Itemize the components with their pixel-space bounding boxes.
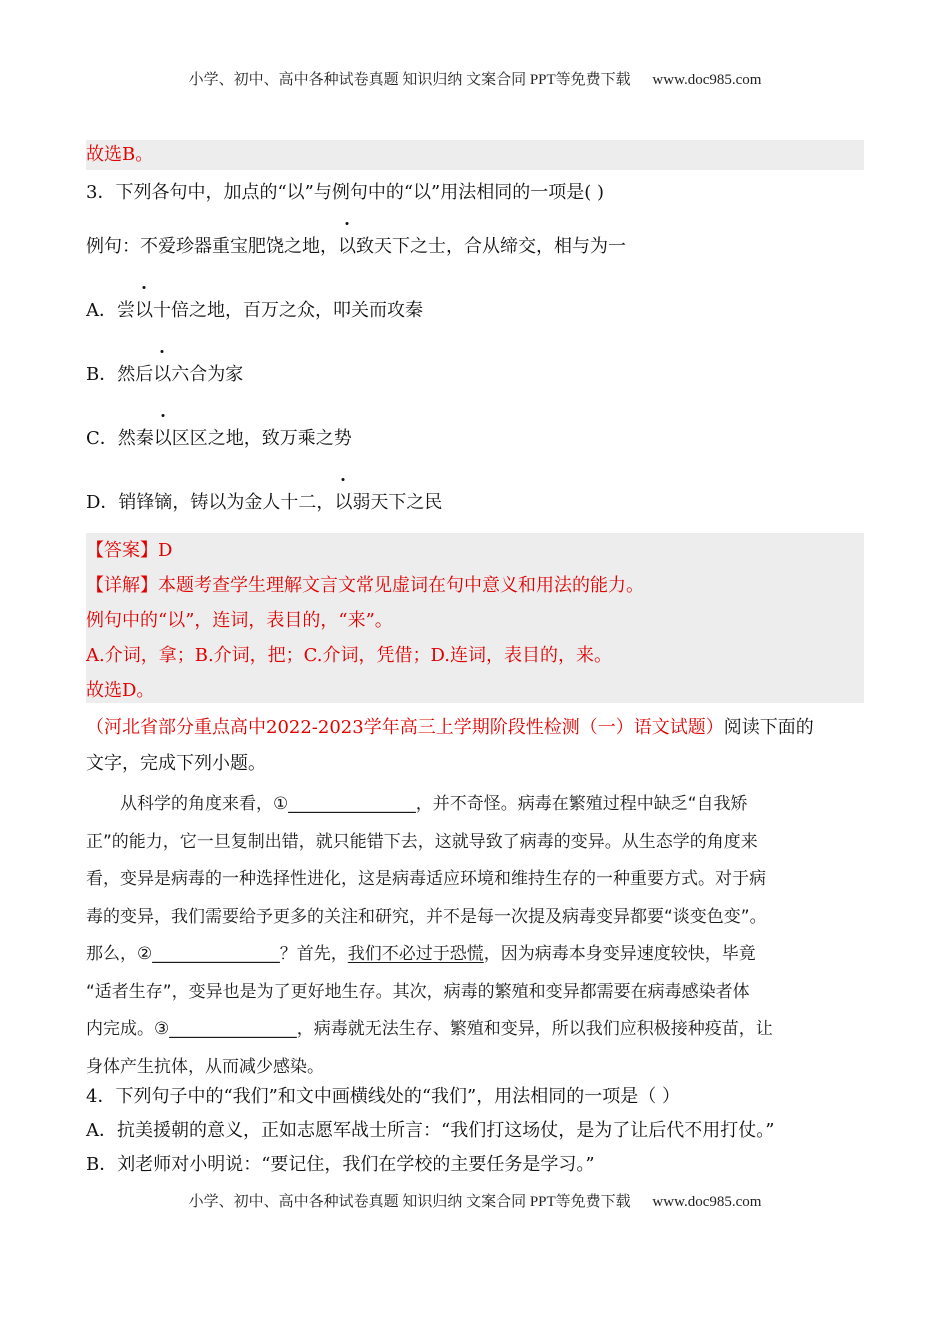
option-d-post: 弱天下之民 xyxy=(352,492,443,513)
underlined-phrase: 我们不必过于恐慌 xyxy=(347,944,484,964)
source-title: （河北省部分重点高中2022-2023学年高三上学期阶段性检测（一）语文试题） xyxy=(86,717,724,738)
option-a xyxy=(86,296,423,322)
footer-url[interactable]: www.doc985.com xyxy=(652,1194,762,1210)
question-3-answer xyxy=(86,533,864,703)
passage-line: “适者生存”，变异也是为了更好地生存。其次，病毒的繁殖和变异都需要在病毒感染者体 xyxy=(86,981,750,1002)
question-4-option-a: A．抗美援朝的意义，正如志愿军战士所言：“我们打这场仗，是为了让后代不用打仗。” xyxy=(86,1120,775,1141)
option-c-post: 区区之地，致万乘之势 xyxy=(171,428,352,449)
passage-line5-pre: 那么，②_______________？首先， xyxy=(86,944,348,964)
option-d xyxy=(86,488,442,514)
page-header xyxy=(0,68,950,89)
footer-text: 小学、初中、高中各种试卷真题 知识归纳 文案合同 PPT等免费下载 xyxy=(188,1194,631,1210)
option-c-pre: C．然秦 xyxy=(86,428,154,449)
passage-line: 正”的能力，它一旦复制出错，就只能错下去，这就导致了病毒的变异。从生态学的角度来 xyxy=(86,831,758,852)
passage-line: 看，变异是病毒的一种选择性进化，这是病毒适应环境和维持生存的一种重要方式。对于病 xyxy=(86,869,766,889)
option-a-pre: A．尝 xyxy=(86,300,135,321)
passage-line: 身体产生抗体，从而减少感染。 xyxy=(86,1056,324,1077)
page-footer xyxy=(0,1190,950,1211)
previous-answer-text: 故选B。 xyxy=(86,144,154,165)
option-d-pre: D．销锋镝，铸以为金人十二， xyxy=(86,492,335,513)
answer-line-3: A.介词，拿；B.介词，把；C.介词，凭借；D.连词，表目的，来。 xyxy=(86,645,613,666)
passage-line: 毒的变异，我们需要给予更多的关注和研究，并不是每一次提及病毒变异都要“谈变色变”。 xyxy=(86,906,767,927)
question-4-stem: 4．下列句子中的“我们”和文中画横线处的“我们”，用法相同的一项是（ ） xyxy=(86,1086,680,1107)
option-b-post: 六合为家 xyxy=(171,364,244,385)
example-text-post: 致天下之士，合从缔交，相与为一 xyxy=(356,236,626,257)
answer-line-2: 例句中的“以”，连词，表目的，“来”。 xyxy=(86,610,393,631)
passage-line xyxy=(86,936,864,974)
dotted-char: 以 xyxy=(154,424,172,450)
dotted-char: 以 xyxy=(338,232,356,258)
option-b-pre: B．然后 xyxy=(86,364,154,385)
question-4 xyxy=(86,1080,864,1182)
option-c xyxy=(86,424,352,450)
question-3-example xyxy=(86,232,626,258)
passage-line: 内完成。③_______________，病毒就无法生存、繁殖和变异，所以我们应积极接种疫苗，让 xyxy=(86,1019,773,1039)
header-text: 小学、初中、高中各种试卷真题 知识归纳 文案合同 PPT等免费下载 xyxy=(188,72,631,88)
header-url[interactable]: www.doc985.com xyxy=(652,72,762,88)
question-3-stem: 3．下列各句中，加点的“以”与例句中的“以”用法相同的一项是( ) xyxy=(86,182,605,203)
reading-passage xyxy=(86,786,864,1086)
dotted-char: 以 xyxy=(334,488,352,514)
option-b xyxy=(86,360,243,386)
option-a-post: 十倍之地，百万之众，叩关而攻秦 xyxy=(153,300,423,321)
passage-line5-post: ，因为病毒本身变异速度较快，毕竟 xyxy=(483,944,756,964)
dotted-char: 以 xyxy=(153,360,171,386)
answer-line-4: 故选D。 xyxy=(86,680,155,701)
source-instruction-2: 文字，完成下列小题。 xyxy=(86,753,266,774)
answer-detail: 【详解】本题考查学生理解文言文常见虚词在句中意义和用法的能力。 xyxy=(86,575,644,596)
dotted-char: 以 xyxy=(135,296,153,322)
source-instruction-1: 阅读下面的 xyxy=(723,717,814,738)
question-4-option-b: B．刘老师对小明说：“要记住，我们在学校的主要任务是学习。” xyxy=(86,1154,595,1175)
example-text-pre: 例句：不爱珍器重宝肥饶之地， xyxy=(86,236,338,257)
passage-line: 从科学的角度来看，①_______________，并不奇怪。病毒在繁殖过程中缺乏“自我矫 xyxy=(120,794,748,814)
previous-answer-end xyxy=(86,140,864,170)
reading-source xyxy=(86,710,864,782)
answer-label: 【答案】D xyxy=(86,540,173,561)
